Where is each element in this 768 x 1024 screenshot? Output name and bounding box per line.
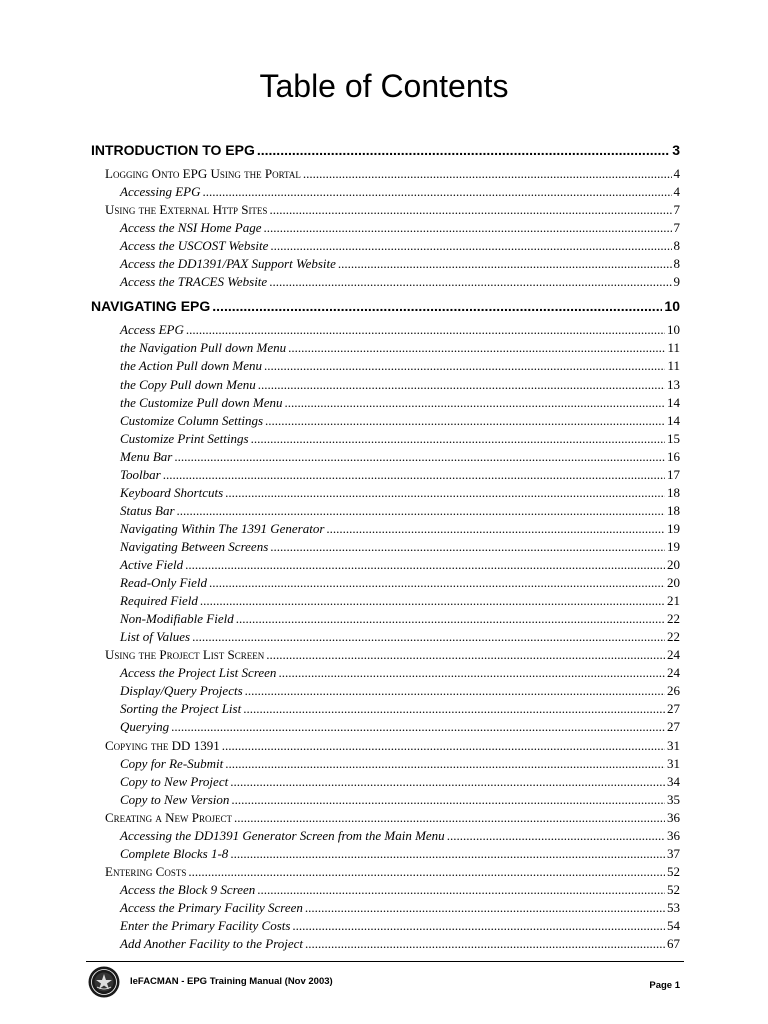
toc-subsection-entry[interactable]: [120, 792, 680, 808]
toc-subsection-entry[interactable]: [120, 575, 680, 591]
toc-subsection-entry[interactable]: [120, 936, 680, 952]
toc-section-entry[interactable]: [105, 738, 680, 754]
toc-leader-dots: [231, 792, 665, 808]
toc-chapter-entry[interactable]: [91, 142, 680, 158]
toc-entry-label: Navigating Within The 1391 Generator: [120, 520, 325, 536]
toc-leader-dots: [264, 220, 672, 236]
toc-entry-page-number: 24: [667, 647, 680, 663]
toc-entry-page-number: 21: [667, 593, 680, 609]
toc-subsection-entry[interactable]: [120, 557, 680, 573]
toc-leader-dots: [266, 647, 665, 663]
toc-entry-page-number: 27: [667, 701, 680, 717]
toc-entry-label: the Navigation Pull down Menu: [120, 340, 287, 356]
toc-leader-dots: [303, 166, 672, 182]
toc-entry-page-number: 19: [667, 538, 680, 554]
toc-entry-page-number: 18: [667, 484, 680, 500]
toc-entry-label: Complete Blocks 1-8: [120, 845, 229, 861]
toc-leader-dots: [200, 593, 665, 609]
toc-entry-page-number: 20: [667, 575, 680, 591]
toc-subsection-entry[interactable]: [120, 701, 680, 717]
toc-entry-page-number: 18: [667, 502, 680, 518]
toc-entry-label: Access the NSI Home Page: [120, 220, 262, 236]
toc-entry-page-number: 37: [667, 845, 680, 861]
toc-entry-label: the Customize Pull down Menu: [120, 394, 283, 410]
toc-leader-dots: [264, 358, 665, 374]
toc-entry-page-number: 4: [673, 184, 680, 200]
toc-entry-page-number: 14: [667, 394, 680, 410]
toc-leader-dots: [265, 413, 665, 429]
toc-entry-label: Querying: [120, 719, 170, 735]
toc-entry-page-number: 8: [673, 238, 680, 254]
toc-chapter-entry[interactable]: [91, 298, 680, 314]
toc-subsection-entry[interactable]: [120, 882, 680, 898]
toc-subsection-entry[interactable]: [120, 719, 680, 735]
toc-subsection-entry[interactable]: [120, 322, 680, 338]
toc-subsection-entry[interactable]: [120, 539, 680, 555]
toc-subsection-entry[interactable]: [120, 611, 680, 627]
toc-entry-label: Logging Onto EPG Using the Portal: [105, 166, 301, 181]
toc-subsection-entry[interactable]: [120, 756, 680, 772]
toc-leader-dots: [230, 774, 665, 790]
toc-entry-page-number: 7: [673, 220, 680, 236]
toc-entry-label: Accessing the DD1391 Generator Screen from the Main Menu: [120, 827, 445, 843]
toc-entry-label: List of Values: [120, 629, 191, 645]
toc-subsection-entry[interactable]: [120, 449, 680, 465]
footer-manual-title: IeFACMAN - EPG Training Manual (Nov 2003): [130, 976, 333, 987]
toc-entry-page-number: 31: [667, 755, 680, 771]
toc-leader-dots: [269, 274, 671, 290]
toc-subsection-entry[interactable]: [120, 395, 680, 411]
toc-entry-label: Menu Bar: [120, 448, 173, 464]
toc-subsection-entry[interactable]: [120, 238, 680, 254]
toc-entry-label: the Action Pull down Menu: [120, 358, 263, 374]
toc-leader-dots: [222, 738, 665, 754]
toc-leader-dots: [185, 557, 665, 573]
toc-entry-page-number: 16: [667, 448, 680, 464]
toc-entry-page-number: 53: [667, 899, 680, 915]
toc-leader-dots: [230, 846, 665, 862]
toc-section-entry[interactable]: [105, 864, 680, 880]
navy-seal-icon: [88, 966, 120, 998]
toc-subsection-entry[interactable]: [120, 629, 680, 645]
toc-entry-page-number: 19: [667, 520, 680, 536]
toc-subsection-entry[interactable]: [120, 220, 680, 236]
toc-entry-page-number: 13: [667, 376, 680, 392]
toc-leader-dots: [209, 575, 665, 591]
toc-leader-dots: [305, 900, 665, 916]
toc-entry-page-number: 14: [667, 412, 680, 428]
toc-entry-page-number: 34: [667, 773, 680, 789]
toc-entry-page-number: 35: [667, 791, 680, 807]
toc-entry-page-number: 52: [667, 863, 680, 879]
toc-leader-dots: [225, 485, 665, 501]
toc-leader-dots: [288, 340, 665, 356]
toc-leader-dots: [234, 810, 665, 826]
toc-leader-dots: [251, 431, 665, 447]
toc-entry-page-number: 11: [667, 358, 680, 374]
toc-entry-label: Toolbar: [120, 466, 161, 482]
toc-leader-dots: [269, 202, 671, 218]
toc-entry-label: Entering Costs: [105, 863, 187, 879]
toc-leader-dots: [305, 936, 665, 952]
toc-entry-label: Read-Only Field: [120, 575, 207, 591]
toc-leader-dots: [292, 918, 665, 934]
toc-entry-page-number: 54: [667, 918, 680, 933]
toc-entry-page-number: 26: [667, 683, 680, 699]
toc-entry-label: Enter the Primary Facility Costs: [120, 918, 291, 933]
toc-entry-page-number: 36: [667, 809, 680, 825]
toc-subsection-entry[interactable]: [120, 828, 680, 844]
toc-entry-label: Add Another Facility to the Project: [120, 936, 304, 952]
toc-entry-label: Display/Query Projects: [120, 683, 243, 699]
toc-entry-label: Copying the DD 1391: [105, 737, 220, 753]
toc-entry-label: Creating a New Project: [105, 809, 233, 825]
toc-entry-page-number: 3: [672, 142, 680, 158]
toc-leader-dots: [163, 467, 665, 483]
toc-subsection-entry[interactable]: [120, 340, 680, 356]
toc-leader-dots: [257, 142, 670, 158]
toc-entry-label: Using the Project List Screen: [105, 647, 265, 663]
toc-entry-page-number: 31: [667, 737, 680, 753]
toc-entry-page-number: 17: [667, 466, 680, 482]
toc-entry-label: Accessing EPG: [120, 184, 201, 200]
toc-leader-dots: [245, 683, 665, 699]
toc-entry-label: Non-Modifiable Field: [120, 611, 234, 627]
toc-leader-dots: [326, 521, 665, 537]
toc-entry-label: Access the DD1391/PAX Support Website: [120, 256, 336, 272]
toc-subsection-entry[interactable]: [120, 256, 680, 272]
toc-entry-page-number: 20: [667, 557, 680, 572]
toc-entry-label: Copy to New Project: [120, 773, 229, 789]
toc-entry-label: NAVIGATING EPG: [91, 298, 211, 315]
toc-entry-label: Customize Column Settings: [120, 412, 264, 428]
toc-leader-dots: [257, 882, 665, 898]
page-title: Table of Contents: [259, 68, 509, 104]
toc-leader-dots: [171, 719, 665, 735]
toc-entry-label: Keyboard Shortcuts: [120, 484, 224, 500]
toc-leader-dots: [258, 377, 665, 393]
toc-entry-page-number: 67: [667, 936, 680, 952]
toc-subsection-entry[interactable]: [120, 918, 680, 934]
toc-leader-dots: [338, 256, 672, 272]
toc-entry-label: Access the Primary Facility Screen: [120, 899, 303, 915]
footer-divider: [86, 961, 684, 962]
toc-leader-dots: [186, 322, 665, 338]
toc-entry-page-number: 8: [673, 256, 680, 272]
toc-leader-dots: [225, 756, 665, 772]
toc-subsection-entry[interactable]: [120, 274, 680, 290]
toc-leader-dots: [447, 828, 665, 844]
toc-entry-page-number: 11: [667, 340, 680, 356]
toc-entry-label: Copy to New Version: [120, 791, 230, 807]
toc-section-entry[interactable]: [105, 647, 680, 663]
toc-leader-dots: [270, 539, 665, 555]
toc-entry-label: Sorting the Project List: [120, 701, 242, 717]
toc-entry-label: Navigating Between Screens: [120, 538, 269, 554]
toc-entry-label: Using the External Http Sites: [105, 202, 268, 218]
toc-subsection-entry[interactable]: [120, 431, 680, 447]
toc-entry-page-number: 52: [667, 881, 680, 897]
toc-entry-label: Required Field: [120, 593, 198, 609]
toc-leader-dots: [278, 665, 665, 681]
toc-leader-dots: [243, 701, 665, 717]
toc-entry-page-number: 22: [667, 611, 680, 627]
toc-subsection-entry[interactable]: [120, 846, 680, 862]
toc-section-entry[interactable]: [105, 166, 680, 182]
toc-subsection-entry[interactable]: [120, 184, 680, 200]
toc-entry-label: Access the TRACES Website: [120, 274, 268, 290]
toc-section-entry[interactable]: [105, 810, 680, 826]
toc-subsection-entry[interactable]: [120, 413, 680, 429]
toc-entry-page-number: 27: [667, 719, 680, 735]
toc-entry-label: Access the Block 9 Screen: [120, 881, 256, 897]
toc-subsection-entry[interactable]: [120, 593, 680, 609]
toc-leader-dots: [192, 629, 665, 645]
toc-subsection-entry[interactable]: [120, 900, 680, 916]
toc-entry-label: the Copy Pull down Menu: [120, 376, 256, 392]
toc-leader-dots: [285, 395, 666, 411]
toc-leader-dots: [203, 184, 672, 200]
toc-subsection-entry[interactable]: [120, 521, 680, 537]
toc-leader-dots: [270, 238, 671, 254]
toc-entry-label: Status Bar: [120, 502, 175, 518]
toc-entry-label: Access the USCOST Website: [120, 238, 269, 254]
toc-entry-page-number: 7: [673, 202, 680, 218]
toc-entry-page-number: 22: [667, 629, 680, 645]
toc-subsection-entry[interactable]: [120, 467, 680, 483]
toc-section-entry[interactable]: [105, 202, 680, 218]
toc-entry-label: Access EPG: [120, 322, 184, 338]
toc-entry-label: Customize Print Settings: [120, 430, 249, 446]
toc-entry-page-number: 10: [664, 298, 680, 315]
toc-entry-page-number: 24: [667, 665, 680, 681]
toc-subsection-entry[interactable]: [120, 665, 680, 681]
toc-subsection-entry[interactable]: [120, 485, 680, 501]
toc-entry-label: Active Field: [120, 557, 184, 572]
toc-entry-label: Access the Project List Screen: [120, 665, 277, 681]
toc-subsection-entry[interactable]: [120, 683, 680, 699]
toc-leader-dots: [188, 864, 665, 880]
footer-page-number: Page 1: [649, 980, 680, 991]
toc-entry-page-number: 10: [667, 322, 680, 338]
toc-subsection-entry[interactable]: [120, 503, 680, 519]
toc-leader-dots: [177, 503, 665, 519]
toc-leader-dots: [212, 298, 662, 314]
toc-entry-page-number: 9: [673, 274, 680, 290]
toc-entry-label: INTRODUCTION TO EPG: [91, 142, 255, 158]
toc-entry-page-number: 4: [673, 166, 680, 181]
toc-entry-page-number: 36: [667, 827, 680, 843]
toc-entry-label: Copy for Re-Submit: [120, 755, 224, 771]
toc-leader-dots: [236, 611, 665, 627]
toc-subsection-entry[interactable]: [120, 358, 680, 374]
toc-entry-page-number: 15: [667, 430, 680, 446]
toc-subsection-entry[interactable]: [120, 774, 680, 790]
toc-subsection-entry[interactable]: [120, 377, 680, 393]
toc-leader-dots: [174, 449, 665, 465]
